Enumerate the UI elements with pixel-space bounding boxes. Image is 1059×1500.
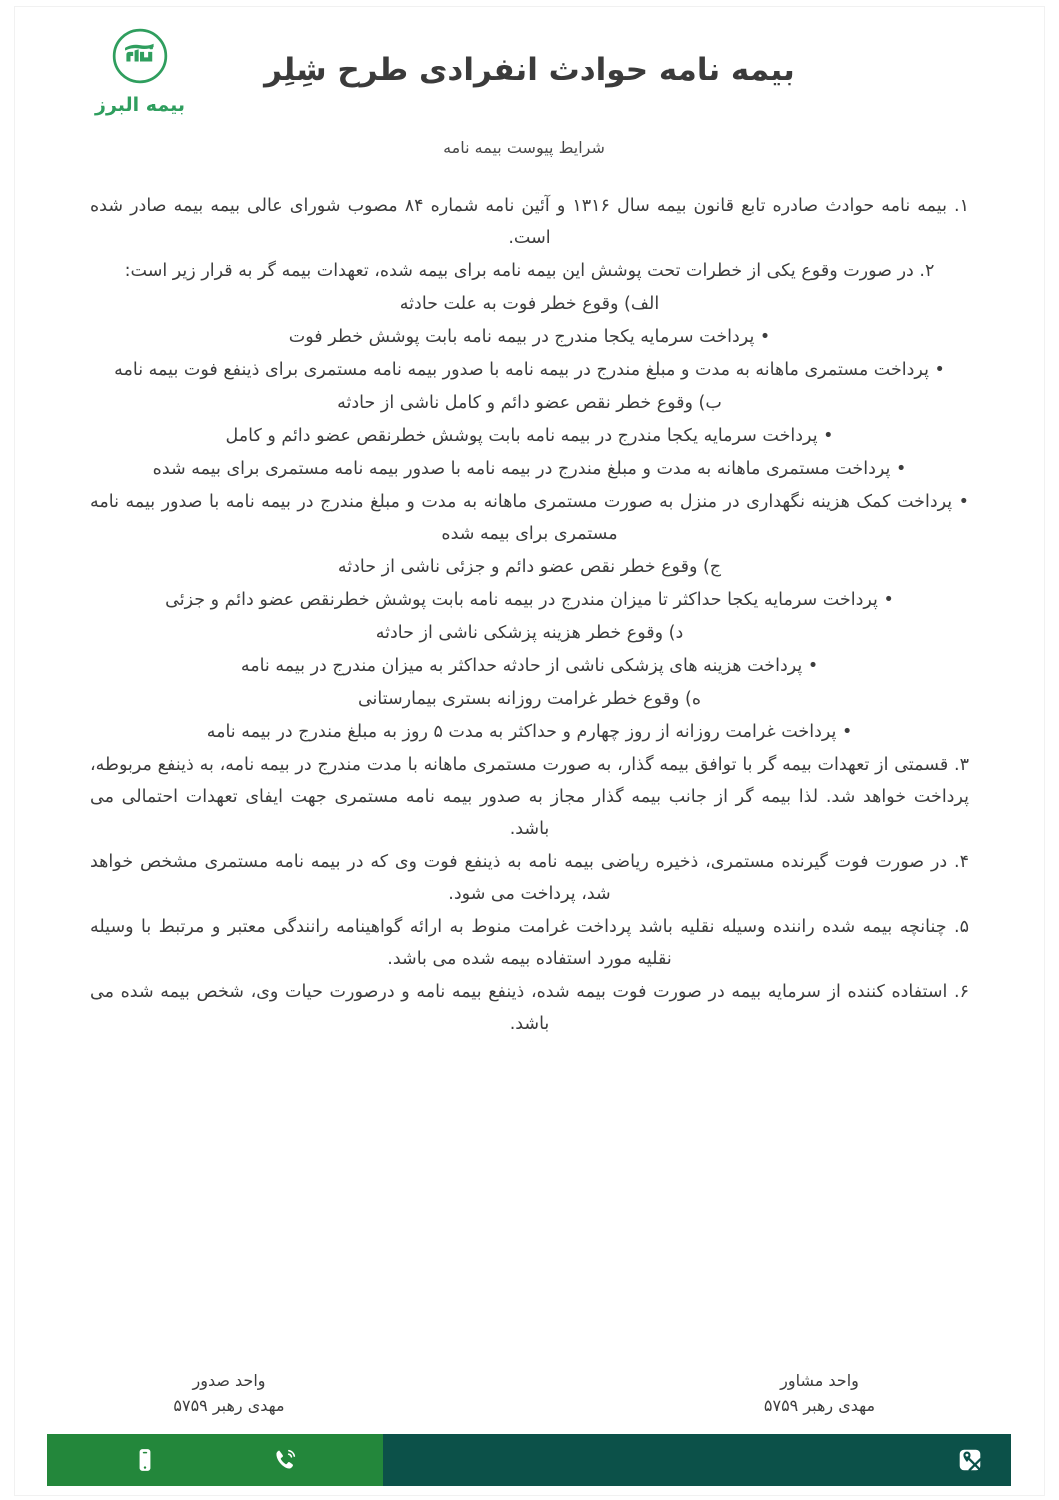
- clause-paragraph: ۳. قسمتی از تعهدات بیمه گر با توافق بیمه گذار، به صورت مستمری ماهانه با مدت مندرج در بیمه نامه، به ذینفع مربوطه، پرداخت خواهد شد. لذا بیمه گر از جانب بیمه گذار مجاز به صدور بیمه نامه مستمری جهت ایفای تعهدات احتمالی می باشد.: [90, 755, 969, 839]
- mobile-phone-icon[interactable]: [132, 1447, 158, 1473]
- clause-paragraph: ۵. چنانچه بیمه شده راننده وسیله نقلیه باشد پرداخت غرامت منوط به ارائه گواهینامه رانندگی معتبر و مرتبط با وسیله نقلیه مورد استفاده بیمه شده می باشد.: [90, 917, 969, 969]
- clause-bullet: • پرداخت غرامت روزانه از روز چهارم و حداکثر به مدت ۵ روز به مبلغ مندرج در بیمه نامه: [206, 722, 853, 742]
- clause-bullet: • پرداخت سرمایه یکجا مندرج در بیمه نامه بابت پوشش خطرنقص عضو دائم و کامل: [225, 426, 834, 446]
- signature-advisor-name: مهدی رهبر ۵۷۵۹: [763, 1396, 876, 1415]
- clause-paragraph: ۶. استفاده کننده از سرمایه بیمه در صورت فوت بیمه شده، ذینفع بیمه نامه و درصورت حیات وی، شخص بیمه شده می باشد.: [90, 982, 969, 1034]
- clause-bullet: • پرداخت سرمایه یکجا مندرج در بیمه نامه بابت پوشش خطر فوت: [288, 327, 771, 347]
- clause-paragraph: ۲. در صورت وقوع یکی از خطرات تحت پوشش این بیمه نامه برای بیمه شده، تعهدات بیمه گر به قرار زیر است:: [124, 261, 935, 281]
- brand-wordmark: بیمه البرز: [95, 94, 185, 116]
- clause-subitem: ج) وقوع خطر نقص عضو دائم و جزئی ناشی از حادثه: [337, 557, 722, 577]
- clause-paragraph: ۴. در صورت فوت گیرنده مستمری، ذخیره ریاضی بیمه نامه به ذینفع فوت وی که در بیمه نامه مستمری مشخص خواهد شد، پرداخت می شود.: [90, 852, 969, 904]
- signature-issuer-unit: واحد صدور: [192, 1371, 266, 1390]
- clause-bullet: • پرداخت مستمری ماهانه به مدت و مبلغ مندرج در بیمه نامه با صدور بیمه نامه مستمری برای ذینفع فوت بیمه نامه: [114, 360, 945, 380]
- clause-bullet: • پرداخت مستمری ماهانه به مدت و مبلغ مندرج در بیمه نامه با صدور بیمه نامه مستمری برای بیمه شده: [152, 459, 907, 479]
- clauses-container: [28, 190, 1031, 1041]
- clause-bullet: • پرداخت سرمایه یکجا حداکثر تا میزان مندرج در بیمه نامه بابت پوشش خطرنقص عضو دائم و جزئی: [165, 590, 894, 610]
- clause-bullet: • پرداخت کمک هزینه نگهداری در منزل به صورت مستمری ماهانه به مدت و مبلغ مندرج در بیمه نامه با صدور بیمه نامه مستمری برای بیمه شده: [90, 492, 969, 544]
- contact-bar-green-segment: [47, 1434, 383, 1486]
- document-subtitle: شرایط پیوست بیمه نامه: [443, 138, 605, 157]
- signature-issuer-name: مهدی رهبر ۵۷۵۹: [173, 1396, 285, 1415]
- signature-advisor: [680, 1368, 959, 1418]
- signature-row: [0, 1368, 1059, 1428]
- ringing-phone-icon[interactable]: [272, 1447, 298, 1473]
- signature-issuer: [119, 1368, 339, 1418]
- signature-advisor-unit: واحد مشاور: [780, 1371, 859, 1390]
- page-title: بیمه نامه حوادث انفرادی طرح شِلِر: [264, 52, 795, 88]
- clause-bullet: • پرداخت هزینه های پزشکی ناشی از حادثه حداکثر به میزان مندرج در بیمه نامه: [240, 656, 819, 676]
- clause-subitem: الف) وقوع خطر فوت به علت حادثه: [399, 294, 660, 314]
- clause-subitem: ب) وقوع خطر نقص عضو دائم و کامل ناشی از حادثه: [337, 393, 722, 413]
- clause-paragraph: ۱. بیمه نامه حوادث صادره تابع قانون بیمه سال ۱۳۱۶ و آئین نامه شماره ۸۴ مصوب شورای عالی بیمه بیمه صادر شده است.: [90, 196, 969, 248]
- clause-subitem: ه) وقوع خطر غرامت روزانه بستری بیمارستانی: [357, 689, 702, 709]
- contact-bar-teal-segment: [383, 1434, 1011, 1486]
- contact-bar: [47, 1434, 1011, 1486]
- clause-subitem: د) وقوع خطر هزینه پزشکی ناشی از حادثه: [375, 623, 684, 643]
- document-header: [0, 0, 1059, 150]
- map-location-icon[interactable]: [957, 1447, 983, 1473]
